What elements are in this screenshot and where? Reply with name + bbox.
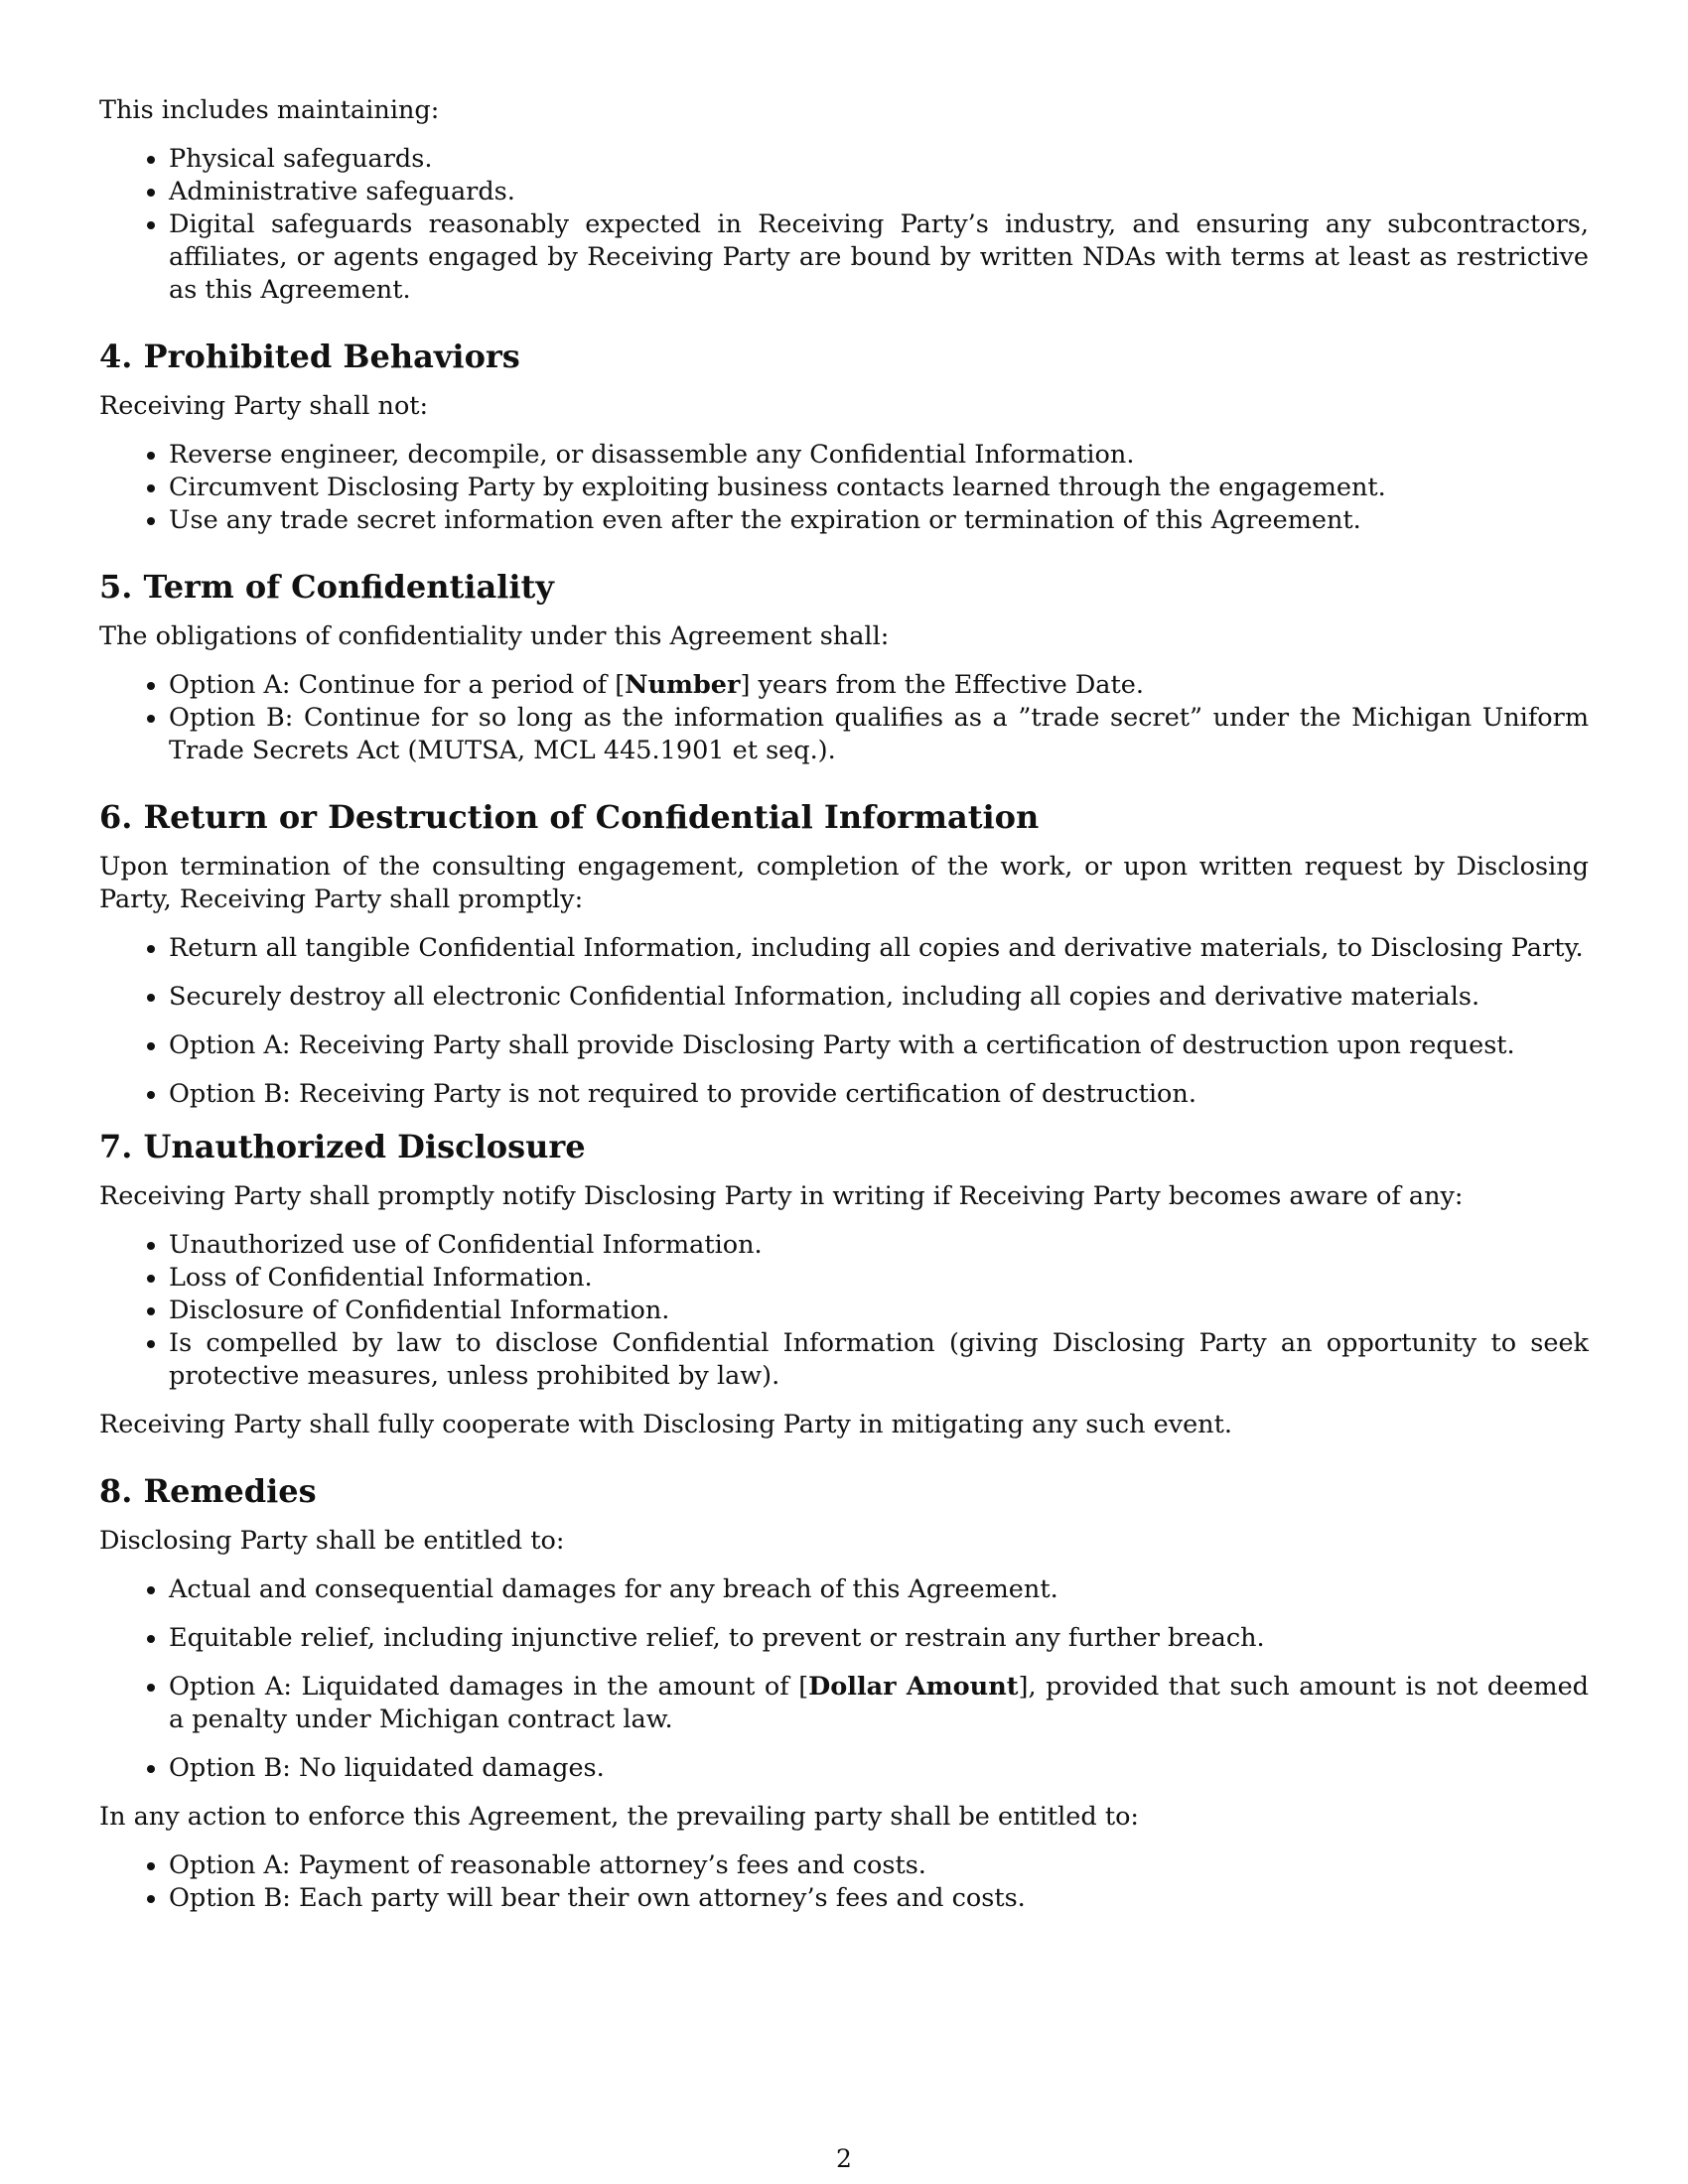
placeholder-number: Number xyxy=(625,670,741,700)
text-segment: Option A: Continue for a period of [ xyxy=(169,670,626,700)
section-heading: 6. Return or Destruction of Confidential Information xyxy=(99,798,1040,836)
list-item: • Use any trade secret information even after the expiration or termination of this Agreement. xyxy=(169,504,1589,537)
section-lead: Upon termination of the consulting engagement, completion of the work, or upon written request by Disclosing Party, Receiving Party shall promptly: xyxy=(99,852,1589,914)
section-list xyxy=(99,439,1589,537)
section-list xyxy=(99,1573,1589,1785)
list-item: • Option A: Payment of reasonable attorney’s fees and costs. xyxy=(169,1849,1589,1882)
list-item: • Circumvent Disclosing Party by exploiting business contacts learned through the engagement. xyxy=(169,472,1589,504)
list-item: • Option B: Continue for so long as the information qualifies as a ”trade secret” under the Michigan Uniform Trade Secrets Act (MUTSA, MCL 445.1901 et seq.). xyxy=(169,702,1589,767)
list-item: • Digital safeguards reasonably expected in Receiving Party’s industry, and ensuring any subcontractors, affiliates, or agents engaged by Receiving Party are bound by written NDAs with terms at least as restrictive as this Agreement. xyxy=(169,208,1589,307)
list-item: • Equitable relief, including injunctive relief, to prevent or restrain any further breach. xyxy=(169,1622,1589,1655)
list-item: • Actual and consequential damages for any breach of this Agreement. xyxy=(169,1573,1589,1606)
section-8 xyxy=(99,1471,1589,1915)
section-7 xyxy=(99,1127,1589,1441)
placeholder-dollar-amount: Dollar Amount xyxy=(808,1672,1019,1702)
list-item: • Is compelled by law to disclose Confidential Information (giving Disclosing Party an opportunity to seek protective measures, unless prohibited by law). xyxy=(169,1327,1589,1393)
section-lead: The obligations of confidentiality under this Agreement shall: xyxy=(99,621,890,651)
list-item: • Option A: Receiving Party shall provide Disclosing Party with a certification of destruction upon request. xyxy=(169,1029,1589,1062)
section-4 xyxy=(99,337,1589,537)
fees-list xyxy=(99,1849,1589,1915)
intro-lead: This includes maintaining: xyxy=(99,95,440,125)
list-item: • Option B: Each party will bear their own attorney’s fees and costs. xyxy=(169,1882,1589,1915)
list-item: • Securely destroy all electronic Confidential Information, including all copies and derivative materials. xyxy=(169,981,1589,1014)
list-item: • Disclosure of Confidential Information. xyxy=(169,1295,1589,1327)
section-6 xyxy=(99,797,1589,1111)
text-segment: ] years from the Effective Date. xyxy=(740,670,1144,700)
text-segment: ], provided that such amount is not deemed a penalty under Michigan contract law. xyxy=(169,1672,1589,1734)
text-segment: Option A: Liquidated damages in the amount of [ xyxy=(169,1672,809,1702)
section-heading: 8. Remedies xyxy=(99,1472,317,1510)
list-item: • Unauthorized use of Confidential Information. xyxy=(169,1229,1589,1262)
section-heading: 4. Prohibited Behaviors xyxy=(99,338,520,375)
intro-block xyxy=(99,94,1589,307)
list-item: • Physical safeguards. xyxy=(169,143,1589,176)
section-closing: Receiving Party shall fully cooperate with Disclosing Party in mitigating any such event. xyxy=(99,1410,1232,1439)
section-lead: Receiving Party shall promptly notify Disclosing Party in writing if Receiving Party becomes aware of any: xyxy=(99,1181,1464,1211)
section-heading: 5. Term of Confidentiality xyxy=(99,568,554,606)
section-lead: Receiving Party shall not: xyxy=(99,391,429,421)
section-lead-2: In any action to enforce this Agreement, the prevailing party shall be entitled to: xyxy=(99,1802,1140,1832)
list-item: • Administrative safeguards. xyxy=(169,176,1589,208)
list-item: • Loss of Confidential Information. xyxy=(169,1262,1589,1295)
list-item xyxy=(169,1671,1589,1736)
section-list xyxy=(99,669,1589,767)
section-heading: 7. Unauthorized Disclosure xyxy=(99,1128,586,1165)
section-list xyxy=(99,1229,1589,1393)
list-item: • Return all tangible Confidential Information, including all copies and derivative materials, to Disclosing Party. xyxy=(169,932,1589,965)
list-item: • Option B: Receiving Party is not required to provide certification of destruction. xyxy=(169,1078,1589,1111)
section-lead: Disclosing Party shall be entitled to: xyxy=(99,1526,565,1556)
page-number: 2 xyxy=(836,2144,852,2173)
list-item: • Option B: No liquidated damages. xyxy=(169,1752,1589,1785)
list-item: • Reverse engineer, decompile, or disassemble any Confidential Information. xyxy=(169,439,1589,472)
document-page xyxy=(99,94,1589,1915)
intro-list xyxy=(99,143,1589,307)
section-list xyxy=(99,932,1589,1111)
list-item xyxy=(169,669,1589,702)
section-5 xyxy=(99,567,1589,767)
